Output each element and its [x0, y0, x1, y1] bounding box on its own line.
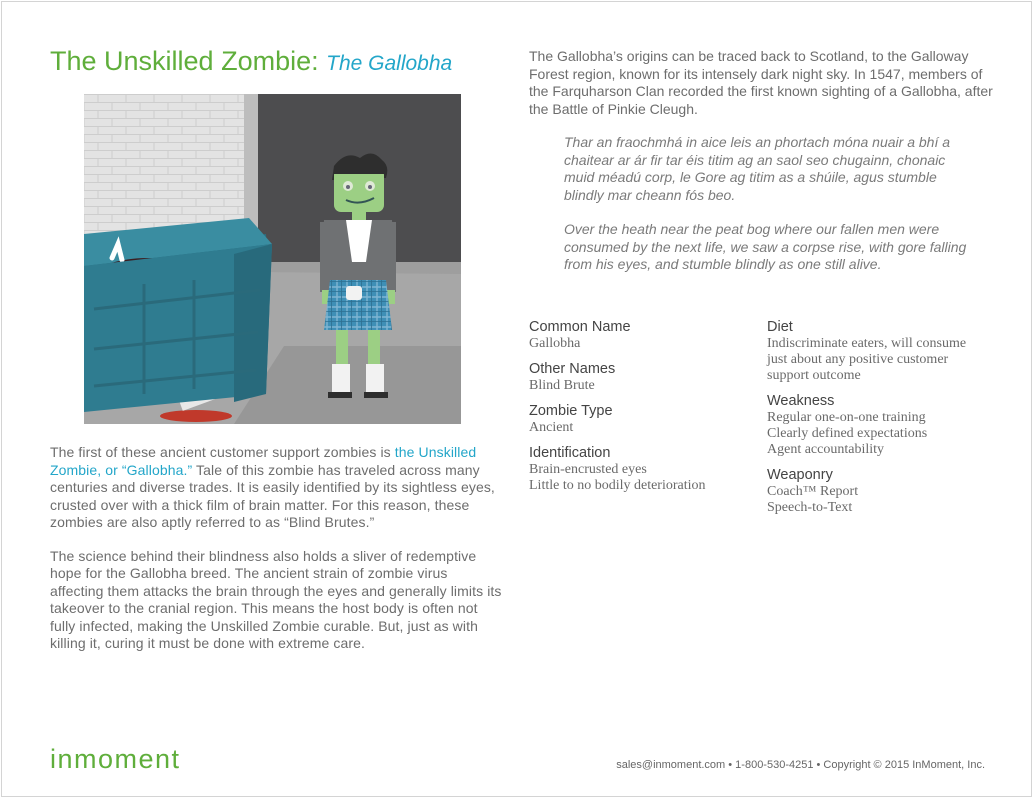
fact-identification — [529, 445, 749, 494]
fact-value: Gallobha — [529, 336, 581, 351]
page — [1, 1, 1032, 797]
fact-common-name — [529, 319, 749, 352]
dumpster — [84, 218, 272, 412]
fact-value: Agent accountability — [767, 442, 885, 457]
fact-value: Brain-encrusted eyes — [529, 462, 647, 477]
fact-diet — [767, 319, 1007, 384]
fact-column-left — [529, 319, 749, 503]
fact-value: Indiscriminate eaters, will consume — [767, 336, 967, 351]
zombie-illustration — [84, 94, 461, 424]
fact-label: Other Names — [529, 361, 616, 377]
fact-label: Diet — [767, 319, 793, 335]
fact-value: Clearly defined expectations — [767, 426, 928, 441]
origins-paragraph: The Gallobha’s origins can be traced back to Scotland, to the Galloway Forest region, known for its intensely dark night sky. In 1547, members of the Farquharson Clan recorded the first known sighting of a Gallobha, after the Battle of Pinkie Cleugh. — [529, 48, 993, 117]
fact-label: Zombie Type — [529, 403, 613, 419]
title-subtitle: The Gallobha — [326, 52, 453, 75]
paragraph-intro: The first of these ancient customer support zombies is the Unskilled Zombie, or “Gallobha.” Tale of this zombie has traveled across many centuries and diverse trades. It is easily identified by its sightless eyes, crusted over with a thick film of brain matter. For this reason, these zombies are also aptly referred to as “Blind Brutes.” — [50, 444, 495, 530]
left-column-text — [50, 444, 505, 669]
fact-value: Regular one-on-one training — [767, 410, 926, 425]
fact-value: support outcome — [767, 368, 861, 383]
fact-label: Weaponry — [767, 467, 833, 483]
highlight-gallobha: the Unskilled Zombie, or “Gallobha.” — [50, 444, 477, 478]
fact-weakness — [767, 393, 1007, 458]
fact-value: just about any positive customer — [767, 352, 949, 367]
fact-label: Common Name — [529, 319, 631, 335]
page-title — [50, 46, 452, 77]
fact-value: Little to no bodily deterioration — [529, 478, 706, 493]
quote-english: Over the heath near the peat bog where our fallen men were consumed by the next life, we saw a corpse rise, with gore falling from his eyes, and stumble blindly as one still alive. — [564, 221, 967, 272]
fact-weaponry — [767, 467, 1007, 516]
fact-value: Ancient — [529, 420, 574, 435]
fact-value: Coach™ Report — [767, 484, 859, 499]
fact-column-right — [767, 319, 1007, 525]
fact-zombie-type — [529, 403, 749, 436]
quote-gaelic: Thar an fraochmhá in aice leis an phortach móna nuair a bhí a chaitear ar ár fir tar éis titim ag an saol seo chugainn, chonaic muid méadú corp, le Gore ag titim as a shúile, agus stumble blindly mar cheann fós beo. — [564, 134, 951, 203]
fact-value: Blind Brute — [529, 378, 595, 393]
fact-label: Weakness — [767, 393, 835, 409]
footer-contact: sales@inmoment.com • 1-800-530-4251 • Copyright © 2015 InMoment, Inc. — [616, 759, 985, 771]
paragraph-science: The science behind their blindness also holds a sliver of redemptive hope for the Gallobha breed. The ancient strain of zombie virus affecting them attacks the brain through the eyes and generally limits its takeover to the cranial region. This means the host body is often not fully infected, making the Unskilled Zombie curable. But, just as with killing it, curing it must be done with extreme care. — [50, 547, 502, 651]
fact-value: Speech-to-Text — [767, 500, 853, 515]
inmoment-logo: inmoment — [50, 744, 181, 774]
title-main: The Unskilled Zombie: — [50, 46, 319, 76]
fact-other-names — [529, 361, 749, 394]
fact-label: Identification — [529, 445, 611, 461]
